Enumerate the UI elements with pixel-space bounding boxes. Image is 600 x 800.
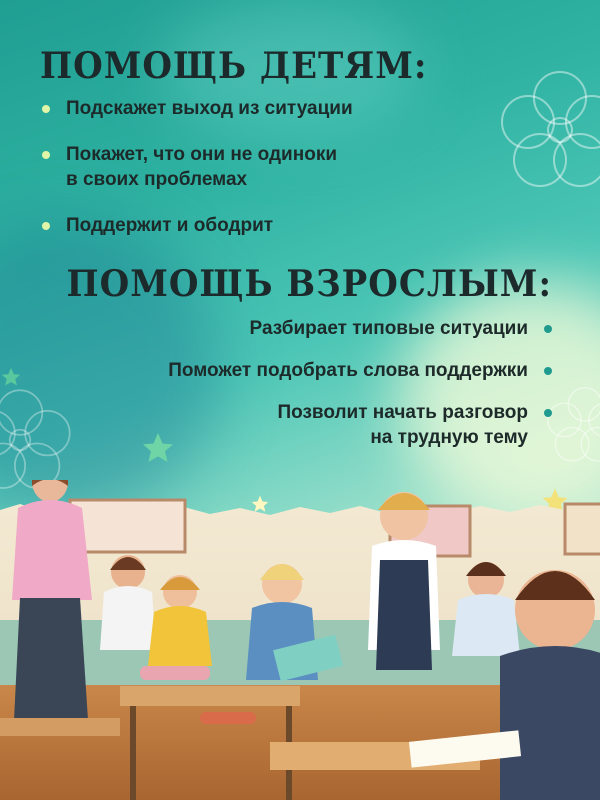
classroom-illustration — [0, 480, 600, 800]
adults-help-heading: ПОМОЩЬ ВЗРОСЛЫМ: — [66, 262, 552, 306]
list-item — [72, 316, 552, 341]
list-item-text: Позволит начать разговор на трудную тему — [277, 402, 528, 448]
flower-outline-icon — [490, 60, 600, 200]
adults-help-list — [72, 316, 552, 467]
star-icon — [0, 366, 22, 388]
list-item — [40, 142, 460, 192]
kids-help-list — [40, 96, 460, 259]
kids-help-heading: ПОМОЩЬ ДЕТЯМ: — [40, 44, 428, 88]
list-item-text: Разбирает типовые ситуации — [249, 318, 528, 339]
list-item-text: Подскажет выход из ситуации — [66, 98, 353, 119]
list-item-text: Покажет, что они не одиноки в своих проблемах — [66, 144, 338, 190]
list-item — [40, 96, 460, 121]
list-item-text: Поддержит и ободрит — [66, 215, 274, 236]
list-item-text: Поможет подобрать слова поддержки — [168, 360, 528, 381]
list-item — [40, 213, 460, 238]
list-item — [72, 400, 552, 450]
list-item — [72, 358, 552, 383]
